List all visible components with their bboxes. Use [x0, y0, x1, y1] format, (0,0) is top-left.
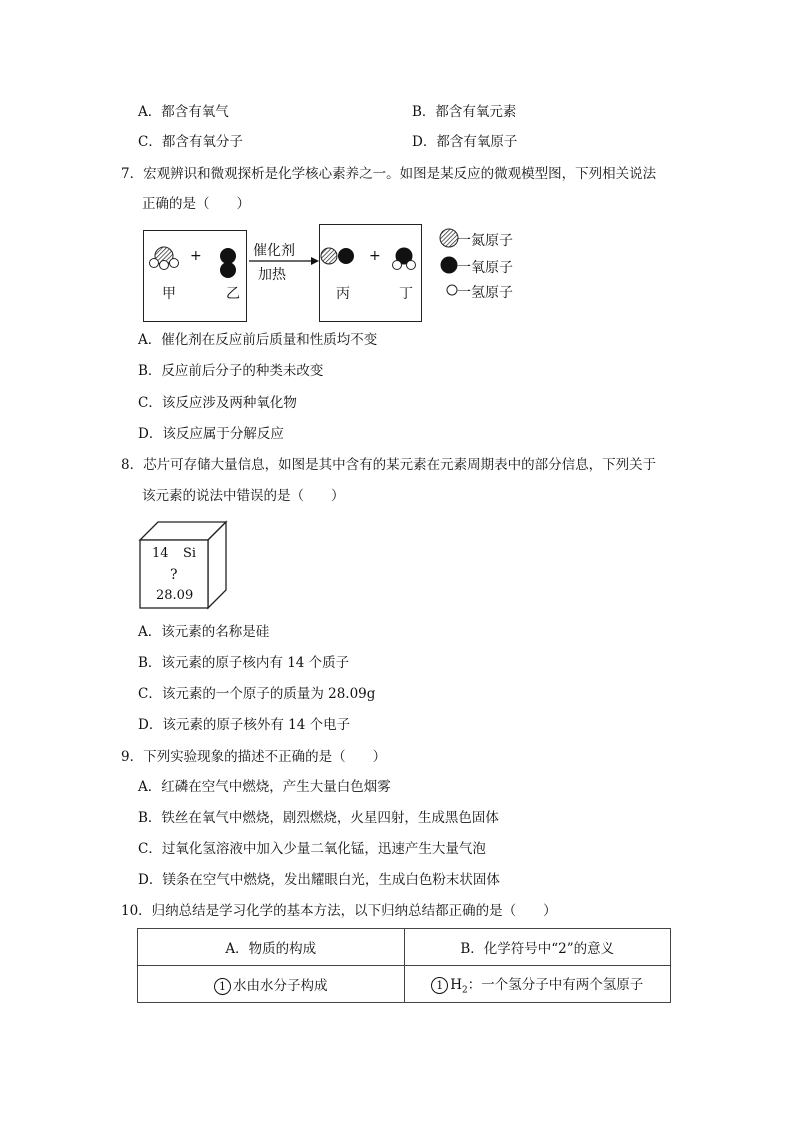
q6-option-c[interactable]: C．都含有氧分子	[138, 134, 243, 150]
water-molecule-icon	[393, 248, 416, 270]
legend-oxygen: 一氧原子	[457, 260, 513, 276]
nitric-oxide-molecule-icon	[321, 248, 354, 264]
q7-stem: 7．宏观辨识和微观探析是化学核心素养之一。如图是某反应的微观模型图，下列相关说法	[121, 166, 657, 182]
product-label-ding: 丁	[399, 286, 413, 302]
q9-option-d[interactable]: D．镁条在空气中燃烧，发出耀眼白光，生成白色粉末状固体	[138, 872, 500, 888]
q7-option-d[interactable]: D．该反应属于分解反应	[138, 426, 284, 442]
summary-table	[137, 928, 671, 1003]
table-header-a[interactable]: A．物质的构成	[138, 929, 405, 966]
element-atomic-number: 14	[152, 546, 169, 561]
q8-option-a[interactable]: A．该元素的名称是硅	[138, 624, 270, 640]
q7-option-b[interactable]: B．反应前后分子的种类未改变	[138, 363, 324, 379]
reactant-label-yi: 乙	[226, 286, 240, 302]
q6-option-a[interactable]: A．都含有氧气	[138, 104, 229, 120]
reactant-label-jia: 甲	[162, 286, 176, 302]
condition-heat: 加热	[258, 267, 286, 283]
table-header-b[interactable]: B．化学符号中“2”的意义	[404, 929, 671, 966]
legend-hydrogen: 一氢原子	[457, 285, 513, 301]
q8-option-d[interactable]: D．该元素的原子核外有 14 个电子	[138, 717, 351, 733]
product-label-bing: 丙	[336, 286, 350, 302]
table-cell-a1: 1 水由水分子构成	[138, 966, 405, 1003]
circled-number: 1	[431, 977, 448, 994]
q7-option-c[interactable]: C．该反应涉及两种氧化物	[138, 395, 297, 411]
q7-option-a[interactable]: A．催化剂在反应前后质量和性质均不变	[138, 332, 378, 348]
q8-stem-cont: 该元素的说法中错误的是（ ）	[142, 488, 345, 504]
molecule-drawings	[143, 224, 463, 324]
legend-nitrogen: 一氮原子	[457, 233, 513, 249]
table-cell-b1: 1 $H_2$：一个氢分子中有两个氢原子	[404, 966, 671, 1003]
plus-sign-1: +	[190, 248, 202, 264]
plus-sign-2: +	[369, 248, 381, 264]
q8-stem: 8．芯片可存储大量信息，如图是其中含有的某元素在元素周期表中的部分信息，下列关于	[121, 457, 657, 473]
q9-option-b[interactable]: B．铁丝在氧气中燃烧，剧烈燃烧，火星四射，生成黑色固体	[138, 810, 499, 826]
q9-stem: 9．下列实验现象的描述不正确的是（ ）	[121, 749, 387, 765]
q9-option-a[interactable]: A．红磷在空气中燃烧，产生大量白色烟雾	[138, 779, 391, 795]
oxygen-molecule-icon	[220, 248, 236, 278]
q8-option-c[interactable]: C．该元素的一个原子的质量为 28.09g	[138, 686, 376, 702]
q9-option-c[interactable]: C．过氧化氢溶液中加入少量二氧化锰，迅速产生大量气泡	[138, 841, 486, 857]
q6-option-b[interactable]: B．都含有氧元素	[412, 104, 517, 120]
q6-option-d[interactable]: D．都含有氧原子	[412, 134, 518, 150]
element-atomic-mass: 28.09	[156, 588, 194, 603]
q7-stem-cont: 正确的是（ ）	[142, 196, 250, 212]
condition-catalyst: 催化剂	[253, 243, 295, 259]
element-name: ?	[170, 567, 178, 583]
element-symbol: Si	[183, 546, 197, 561]
q10-stem: 10．归纳总结是学习化学的基本方法，以下归纳总结都正确的是（ ）	[121, 903, 557, 919]
q8-option-b[interactable]: B．该元素的原子核内有 14 个质子	[138, 655, 350, 671]
circled-number: 1	[214, 978, 231, 995]
ammonia-molecule-icon	[150, 247, 179, 270]
